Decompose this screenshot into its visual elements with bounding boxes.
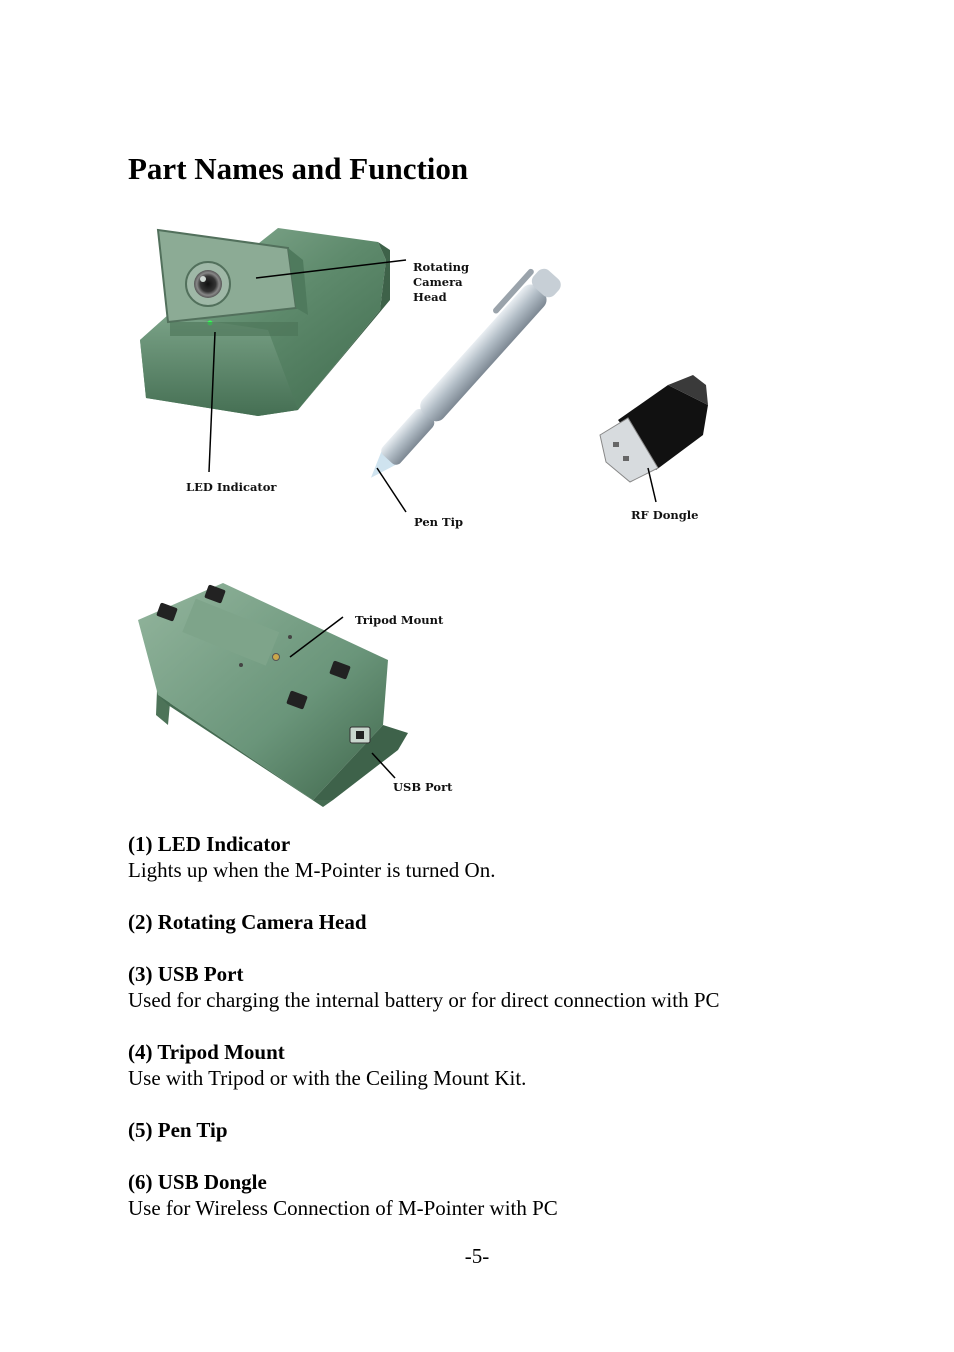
callout-pen-tip: Pen Tip [414,515,463,529]
part-description: Use for Wireless Connection of M-Pointer with PC [128,1196,558,1220]
part-item [128,1169,828,1221]
camera-unit-image [140,228,390,416]
part-description: Used for charging the internal battery or for direct connection with PC [128,988,720,1012]
callout-rotating-camera-head: Rotating Camera Head [413,260,470,304]
callout-rf-dongle: RF Dongle [631,508,699,522]
rf-dongle-image [600,375,708,482]
callout-tripod-mount: Tripod Mount [355,613,444,627]
part-item [128,1039,828,1091]
part-heading: (3) USB Port [128,962,244,986]
parts-list [128,831,828,1247]
part-item [128,831,828,883]
part-item [128,909,828,935]
part-description: Lights up when the M-Pointer is turned On. [128,858,496,882]
page-title: Part Names and Function [128,151,469,186]
page-number: -5- [464,1244,490,1268]
product-photo-underside [128,575,468,810]
part-item [128,1117,828,1143]
part-item [128,961,828,1013]
part-heading: (6) USB Dongle [128,1170,267,1194]
part-heading: (5) Pen Tip [128,1118,228,1142]
part-heading: (4) Tripod Mount [128,1040,285,1064]
callout-usb-port: USB Port [393,780,453,794]
part-description: Use with Tripod or with the Ceiling Mount Kit. [128,1066,527,1090]
part-heading: (1) LED Indicator [128,832,291,856]
callout-led-indicator: LED Indicator [186,480,277,494]
part-heading: (2) Rotating Camera Head [128,910,367,934]
